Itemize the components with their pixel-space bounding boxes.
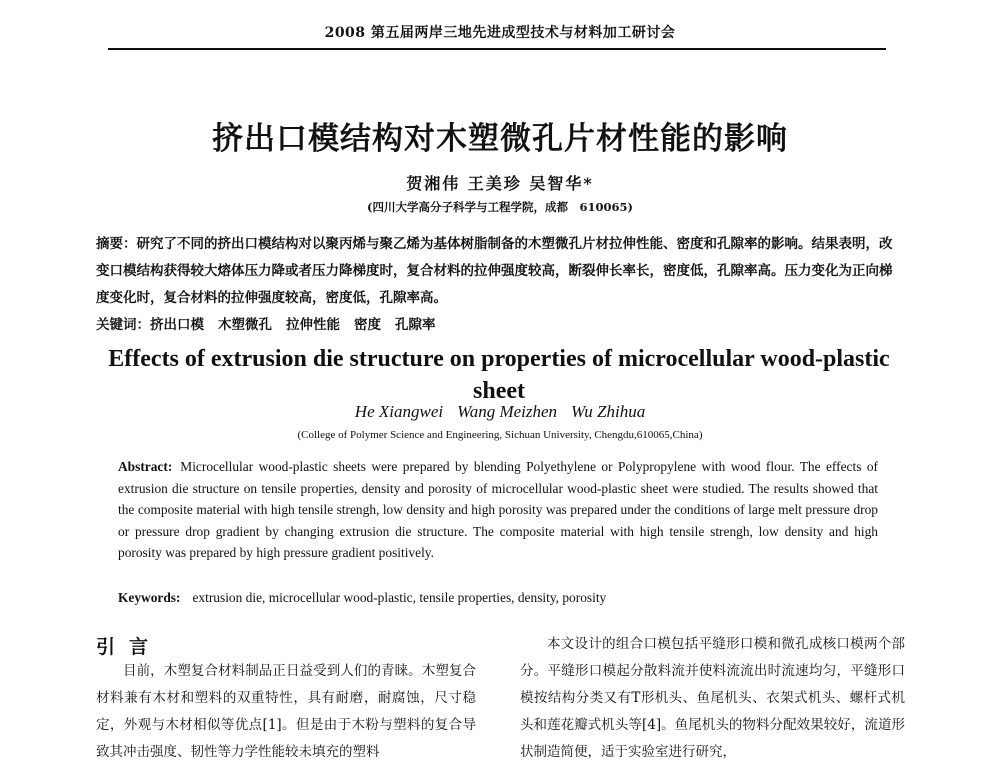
english-keywords-label: Keywords: xyxy=(118,590,181,605)
english-title: Effects of extrusion die structure on properties of microcellular wood-plastic sheet xyxy=(108,346,890,404)
body-column-left xyxy=(96,658,476,760)
body-column-right xyxy=(520,631,905,760)
chinese-keywords-label: 关键词： xyxy=(96,317,150,333)
english-abstract-label: Abstract: xyxy=(118,459,173,474)
english-keywords xyxy=(118,587,878,608)
english-authors xyxy=(0,402,1000,422)
chinese-abstract-text: 研究了不同的挤出口模结构对以聚丙烯与聚乙烯为基体树脂制备的木塑微孔片材拉伸性能、密度和孔隙率的影响。结果表明，改变口模结构获得较大熔体压力降或者压力降梯度时，复合材料的拉伸强度较高，断裂伸长率长，密度低，孔隙率高。压力变化为正向梯度变化时，复合材料的拉伸强度较高，密度低，孔隙率高。 xyxy=(96,236,893,306)
paragraph: 目前，木塑复合材料制品正日益受到人们的青睐。木塑复合材料兼有木材和塑料的双重特性，具有耐磨，耐腐蚀，尺寸稳定，外观与木材相似等优点[1]。但是由于木粉与塑料的复合导致其冲击强度、韧性等力学性能较未填充的塑料 xyxy=(96,663,476,760)
chinese-affiliation: (四川大学高分子科学与工程学院，成都 610065) xyxy=(367,200,633,214)
english-author: Wu Zhihua xyxy=(571,402,646,421)
chinese-keyword: 拉伸性能 xyxy=(286,317,340,333)
english-abstract xyxy=(118,456,878,564)
english-author: Wang Meizhen xyxy=(457,402,558,421)
paragraph: 本文设计的组合口模包括平缝形口模和微孔成核口模两个部分。平缝形口模起分散料流并使料流流出时流速均匀，平缝形口模按结构分类又有T形机头、鱼尾机头、衣架式机头、螺杆式机头和莲花瓣式机头等[4]。鱼尾机头的物料分配效果较好，流道形状制造简便，适于实验室进行研究， xyxy=(520,636,905,760)
chinese-authors: 贺湘伟 王美珍 吴智华* xyxy=(406,174,594,193)
running-head: 2008 第五届两岸三地先进成型技术与材料加工研讨会 xyxy=(324,25,676,41)
chinese-keyword: 孔隙率 xyxy=(395,317,436,333)
chinese-title: 挤出口模结构对木塑微孔片材性能的影响 xyxy=(212,121,788,157)
header-rule xyxy=(108,48,886,50)
chinese-abstract xyxy=(96,231,902,312)
chinese-keyword: 木塑微孔 xyxy=(218,317,272,333)
english-abstract-text: Microcellular wood-plastic sheets were prepared by blending Polyethylene or Polypropylene with wood flour. The effects of extrusion die structure on tensile properties, density and porosity of microcellular wood-plastic sheet were studied. The results showed that the composite material with high tensile strengh, low density and high porosity was prepared under the conditions of large melt pressure drop or pressure drop gradient by changing extrusion die structure. The composite material with high tensile strengh, low density and high porosity was prepared by high pressure gradient positively. xyxy=(118,459,878,560)
section-title-introduction: 引言 xyxy=(96,636,163,658)
chinese-keywords xyxy=(96,313,902,337)
chinese-abstract-label: 摘要： xyxy=(96,236,137,252)
english-author: He Xiangwei xyxy=(354,402,444,421)
chinese-keyword: 密度 xyxy=(354,317,381,333)
english-affiliation: (College of Polymer Science and Engineering, Sichuan University, Chengdu,610065,China) xyxy=(297,429,703,441)
english-keywords-text: extrusion die, microcellular wood-plastic, tensile properties, density, porosity xyxy=(192,590,607,605)
chinese-keyword: 挤出口模 xyxy=(150,317,204,333)
